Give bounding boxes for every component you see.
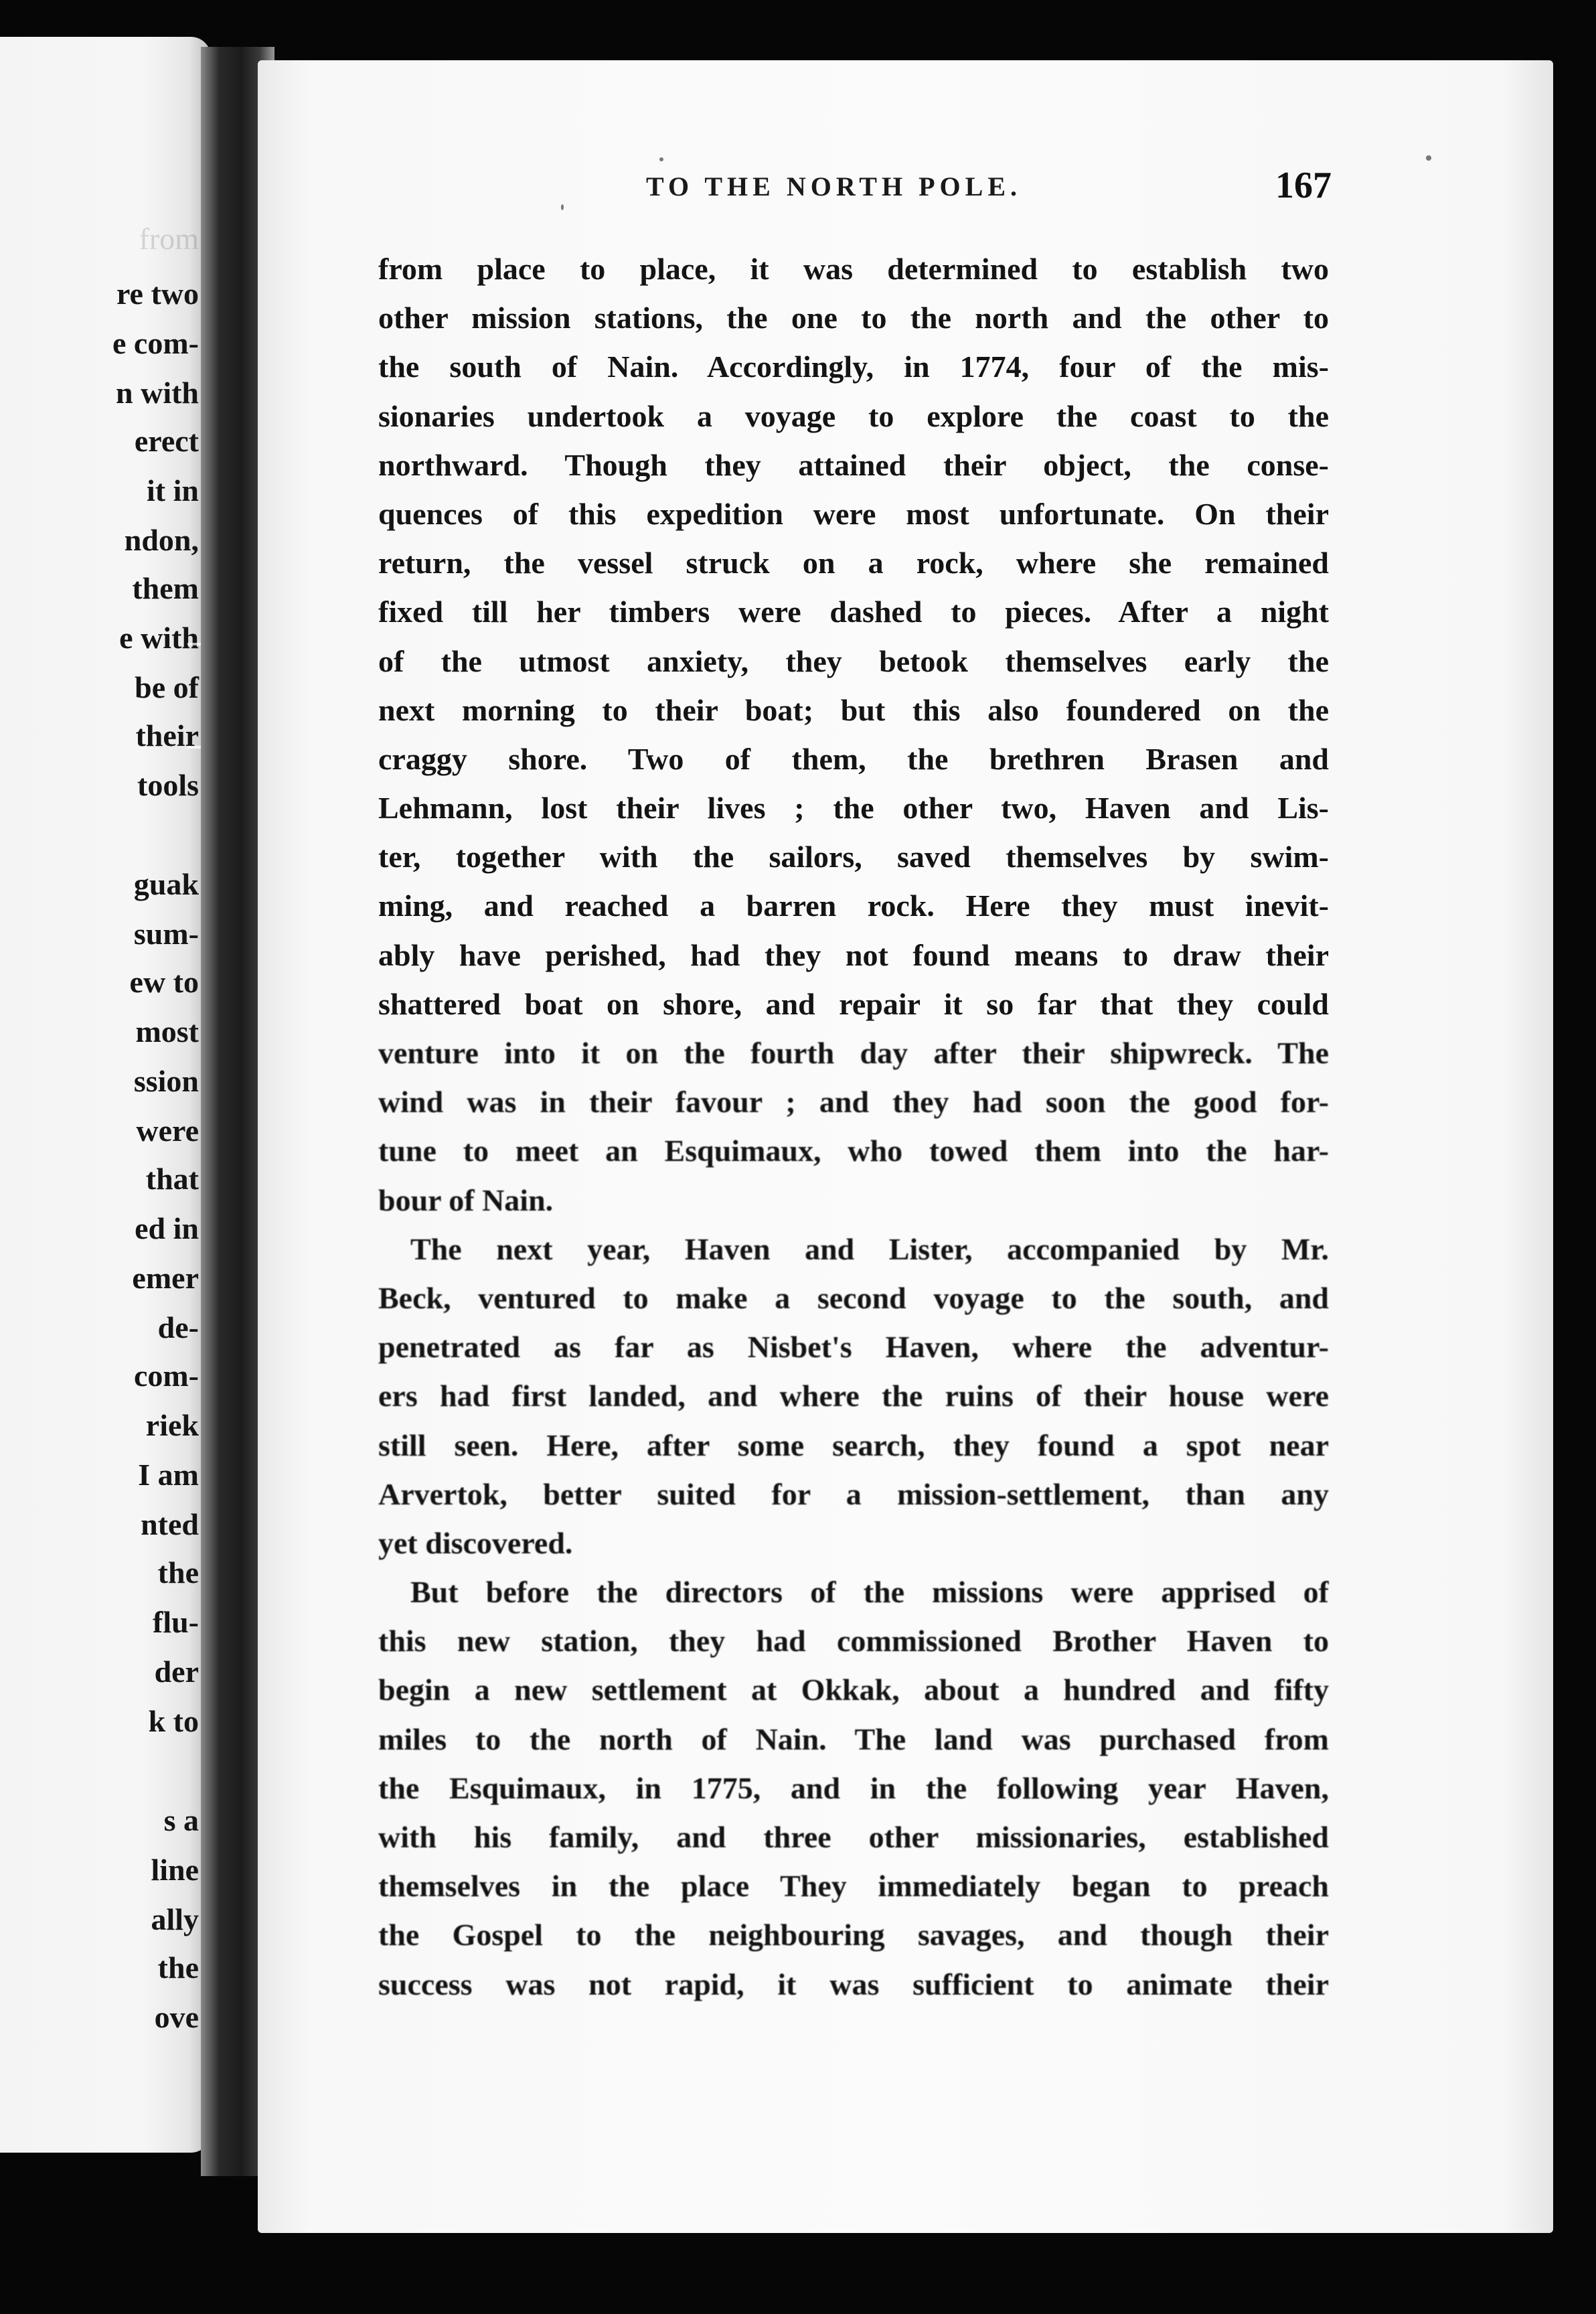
left-page-fragment: the (157, 1555, 199, 1590)
text-line: the south of Nain. Accordingly, in 1774, four of the mis- (378, 350, 1329, 384)
text-line: with his family, and three other missionaries, established (378, 1820, 1329, 1854)
left-page-fragment: com- (133, 1359, 199, 1393)
left-page-fragment: that (145, 1162, 199, 1196)
text-line: Lehmann, lost their lives ; the other two, Haven and Lis- (378, 791, 1329, 826)
text-line: quences of this expedition were most unfortunate. On their (378, 496, 1329, 531)
text-line: venture into it on the fourth day after their shipwreck. The (378, 1036, 1329, 1070)
text-line: next morning to their boat; but this also foundered on the (378, 692, 1329, 727)
left-page-fragment: emer (132, 1261, 199, 1295)
left-page-fragment: e com- (112, 326, 199, 360)
left-page-fragment: ally (151, 1902, 199, 1936)
left-page-fragment: ove (154, 2000, 199, 2034)
text-line: yet discovered. (378, 1525, 573, 1560)
page-body-text (378, 244, 1329, 2009)
left-page-fragment: ssion (133, 1064, 199, 1098)
left-page-fragment: their (135, 718, 199, 753)
left-page-fragment: it in (147, 473, 199, 508)
text-line: success was not rapid, it was sufficient to animate their (378, 1966, 1329, 2001)
left-page-fragment: most (135, 1014, 199, 1049)
text-line: ming, and reached a barren rock. Here they must inevit- (378, 889, 1329, 923)
left-page-fragment: e with (119, 621, 199, 655)
text-line: sionaries undertook a voyage to explore the coast to the (378, 398, 1329, 433)
left-page-fragment: ndon, (124, 523, 199, 557)
left-page-fragment: line (151, 1853, 199, 1887)
text-line: penetrated as far as Nisbet's Haven, where the adventur- (378, 1330, 1329, 1365)
text-line: the Gospel to the neighbouring savages, and though their (378, 1918, 1329, 1952)
left-page-fragment: tools (137, 768, 199, 802)
text-line: tune to meet an Esquimaux, who towed them into the har- (378, 1134, 1329, 1168)
left-page-fragment: ew to (129, 965, 199, 999)
left-page-fragment: flu- (153, 1605, 199, 1639)
text-line: northward. Though they attained their object, the conse- (378, 447, 1329, 482)
text-line: ers had first landed, and where the ruins of their house were (378, 1379, 1329, 1413)
text-line: other mission stations, the one to the north and the other to (378, 301, 1329, 335)
text-line: craggy shore. Two of them, the brethren Brasen and (378, 741, 1329, 776)
left-page (0, 37, 211, 2153)
left-page-fragment: nted (141, 1507, 199, 1541)
left-page-fragment: sum- (133, 917, 199, 951)
text-line: The next year, Haven and Lister, accompanied by Mr. (410, 1231, 1329, 1266)
left-page-fragment: the (157, 1950, 199, 1985)
text-line: Arvertok, better suited for a mission-settlement, than any (378, 1476, 1329, 1511)
text-line: But before the directors of the missions were apprised of (410, 1575, 1329, 1610)
text-line: the Esquimaux, in 1775, and in the following year Haven, (378, 1770, 1329, 1805)
left-page-fragment: riek (145, 1408, 199, 1442)
text-line: wind was in their favour ; and they had soon the good for- (378, 1085, 1329, 1120)
text-line: still seen. Here, after some search, they found a spot near (378, 1428, 1329, 1462)
text-line: of the utmost anxiety, they betook themselves early the (378, 643, 1329, 678)
text-line: ter, together with the sailors, saved themselves by swim- (378, 840, 1329, 874)
left-page-fragment: de- (157, 1310, 199, 1344)
left-page-fragment: guak (133, 867, 199, 901)
text-line: bour of Nain. (378, 1182, 554, 1217)
left-page-fragment: were (136, 1113, 199, 1148)
text-line: themselves in the place They immediately began to preach (378, 1869, 1329, 1904)
text-line: this new station, they had commissioned Brother Haven to (378, 1624, 1329, 1659)
text-line: begin a new settlement at Okkak, about a hundred and fifty (378, 1673, 1329, 1707)
running-head: TO THE NORTH POLE. (646, 171, 1022, 202)
left-page-fragment: n with (116, 376, 199, 410)
left-page-fragment: ed in (135, 1211, 199, 1245)
left-page-fragment: be of (135, 670, 199, 704)
left-page-fragment: I am (138, 1458, 199, 1492)
left-page-fragment: re two (116, 277, 199, 311)
left-page-fragment: k to (148, 1704, 199, 1738)
left-page-fragment: them (132, 571, 199, 605)
text-line: ably have perished, had they not found means to draw their (378, 937, 1329, 972)
text-line: fixed till her timbers were dashed to pieces. After a night (378, 595, 1329, 629)
page-number: 167 (1275, 165, 1332, 206)
text-line: return, the vessel struck on a rock, where she remained (378, 546, 1329, 581)
left-page-fragment: s a (163, 1803, 199, 1837)
left-page-fragment: from (139, 222, 199, 256)
text-line: from place to place, it was determined to establish two (378, 252, 1329, 286)
ink-speck (561, 204, 564, 210)
text-line: Beck, ventured to make a second voyage to the south, and (378, 1280, 1329, 1315)
text-line: miles to the north of Nain. The land was purchased from (378, 1721, 1329, 1756)
ink-speck (659, 157, 663, 161)
text-line: shattered boat on shore, and repair it so far that they could (378, 986, 1329, 1021)
left-page-fragment: erect (134, 424, 199, 458)
ink-speck (1426, 155, 1431, 161)
left-page-fragment: der (154, 1654, 199, 1689)
